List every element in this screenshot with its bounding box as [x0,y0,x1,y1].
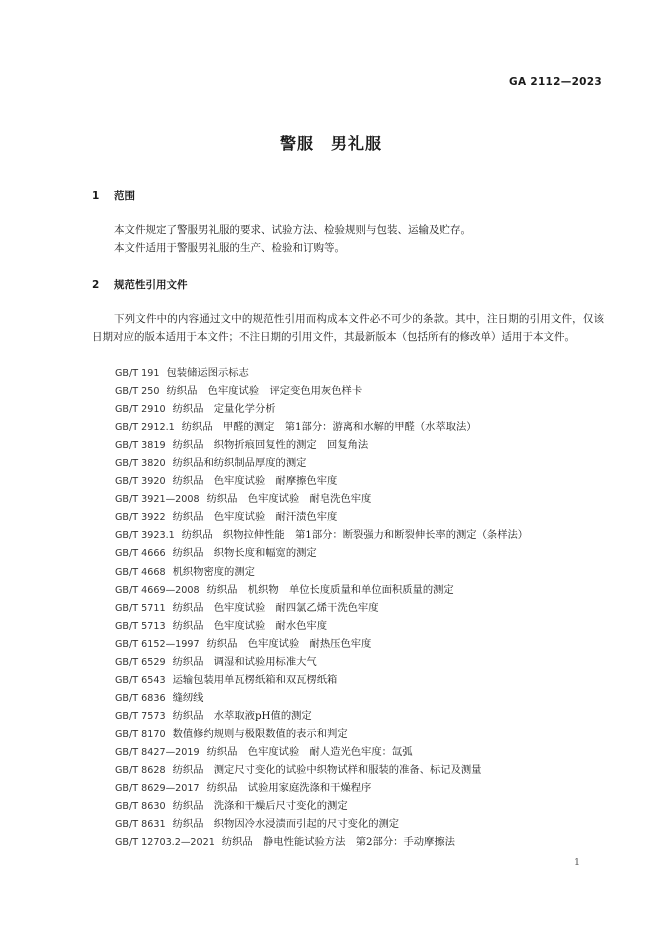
reference-title: 纺织品 水萃取液pH值的测定 [172,709,312,722]
reference-title: 纺织品 静电性能试验方法 第2部分：手动摩擦法 [221,836,455,849]
reference-item [115,544,528,562]
reference-item [115,400,528,418]
reference-code: GB/T 4668 [115,566,166,578]
reference-code: GB/T 3820 [115,458,166,470]
reference-item [115,490,528,508]
reference-title: 纺织品 织物拉伸性能 第1部分：断裂强力和断裂伸长率的测定（条样法） [181,529,529,542]
reference-item [115,599,528,617]
reference-title: 纺织品和纺织制品厚度的测定 [172,457,307,470]
reference-item [115,617,528,635]
scope-paragraph-1: 本文件规定了警服男礼服的要求、试验方法、检验规则与包装、运输及贮存。 [114,224,471,236]
reference-item [115,364,528,382]
reference-item [115,472,528,490]
reference-title: 纺织品 色牢度试验 耐水色牢度 [172,619,328,632]
reference-list [115,364,528,851]
reference-code: GB/T 3923.1 [115,530,175,542]
reference-code: GB/T 6529 [115,656,166,668]
document-title: 警服 男礼服 [279,134,382,153]
reference-code: GB/T 3922 [115,512,166,524]
reference-item [115,382,528,400]
reference-code: GB/T 4666 [115,548,166,560]
section-2-number: 2 [92,279,100,291]
section-1-heading [92,188,135,203]
section-2-heading [92,277,188,292]
reference-code: GB/T 6152—1997 [115,638,200,650]
section-1-title: 范围 [114,190,135,202]
reference-code: GB/T 3819 [115,440,166,452]
references-intro: 下列文件中的内容通过文中的规范性引用而构成本文件必不可少的条款。其中，注日期的引用文件，仅该日期对应的版本适用于本文件；不注日期的引用文件，其最新版本（包括所有的修改单）适用于本文件。 [92,313,604,343]
reference-code: GB/T 3920 [115,476,166,488]
reference-code: GB/T 8628 [115,765,166,777]
reference-item [115,815,528,833]
reference-title: 纺织品 色牢度试验 耐人造光色牢度：氙弧 [206,745,413,758]
reference-item [115,797,528,815]
standard-number: GA 2112—2023 [509,76,602,88]
reference-code: GB/T 8170 [115,728,166,740]
reference-item [115,707,528,725]
reference-title: 纺织品 洗涤和干燥后尺寸变化的测定 [172,800,348,813]
reference-code: GB/T 2910 [115,404,166,416]
reference-code: GB/T 8631 [115,819,166,831]
reference-item [115,779,528,797]
reference-code: GB/T 5713 [115,620,166,632]
reference-title: 纺织品 色牢度试验 耐热压色牢度 [206,637,372,650]
reference-item [115,671,528,689]
reference-item [115,508,528,526]
section-2-title: 规范性引用文件 [114,279,188,291]
reference-item [115,653,528,671]
reference-title: 纺织品 色牢度试验 耐摩擦色牢度 [172,475,338,488]
reference-item [115,454,528,472]
reference-title: 缝纫线 [172,691,204,704]
reference-item [115,581,528,599]
reference-code: GB/T 3921—2008 [115,494,200,506]
scope-paragraph-2: 本文件适用于警服男礼服的生产、检验和订购等。 [114,242,345,254]
reference-title: 运输包装用单瓦楞纸箱和双瓦楞纸箱 [172,673,338,686]
reference-title: 纺织品 机织物 单位长度质量和单位面积质量的测定 [206,583,454,596]
reference-title: 纺织品 试验用家庭洗涤和干燥程序 [206,782,372,795]
reference-item [115,563,528,581]
reference-title: 数值修约规则与极限数值的表示和判定 [172,727,348,740]
reference-title: 机织物密度的测定 [172,565,255,578]
reference-code: GB/T 8630 [115,801,166,813]
reference-title: 纺织品 织物因冷水浸渍而引起的尺寸变化的测定 [172,818,400,831]
reference-code: GB/T 4669—2008 [115,584,200,596]
reference-item [115,761,528,779]
reference-code: GB/T 6543 [115,674,166,686]
reference-code: GB/T 191 [115,368,160,379]
reference-code: GB/T 5711 [115,602,166,614]
reference-code: GB/T 7573 [115,710,166,722]
reference-title: 包装储运图示标志 [166,367,249,379]
reference-title: 纺织品 定量化学分析 [172,403,276,416]
reference-title: 纺织品 调湿和试验用标准大气 [172,655,317,668]
reference-title: 纺织品 色牢度试验 耐皂洗色牢度 [206,493,372,506]
reference-code: GB/T 8427—2019 [115,746,200,758]
reference-code: GB/T 250 [115,386,160,398]
reference-item [115,743,528,761]
reference-code: GB/T 2912.1 [115,422,175,434]
reference-item [115,436,528,454]
reference-item [115,526,528,544]
reference-item [115,418,528,436]
reference-title: 纺织品 测定尺寸变化的试验中织物试样和服装的准备、标记及测量 [172,764,482,777]
reference-item [115,635,528,653]
reference-title: 纺织品 色牢度试验 耐四氯乙烯干洗色牢度 [172,601,379,614]
reference-code: GB/T 8629—2017 [115,783,200,795]
reference-title: 纺织品 色牢度试验 评定变色用灰色样卡 [166,385,363,398]
section-1-number: 1 [92,190,100,202]
reference-item [115,833,528,851]
reference-title: 纺织品 织物折痕回复性的测定 回复角法 [172,439,369,452]
reference-title: 纺织品 织物长度和幅宽的测定 [172,547,317,560]
reference-code: GB/T 6836 [115,692,166,704]
page-number: 1 [573,857,580,868]
reference-item [115,689,528,707]
reference-title: 纺织品 色牢度试验 耐汗渍色牢度 [172,511,338,524]
reference-code: GB/T 12703.2—2021 [115,837,215,849]
reference-title: 纺织品 甲醛的测定 第1部分：游离和水解的甲醛（水萃取法） [181,421,477,434]
reference-item [115,725,528,743]
